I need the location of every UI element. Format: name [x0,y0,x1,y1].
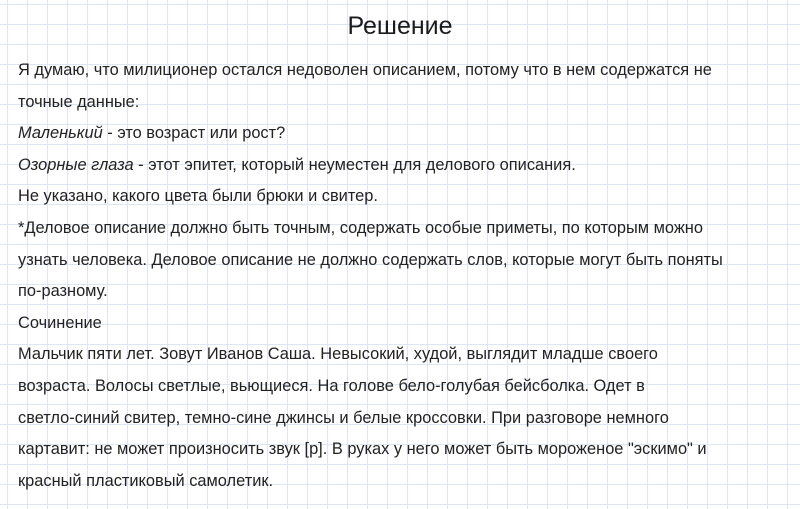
section-heading: Сочинение [18,313,102,332]
text-line: точные данные: [18,92,140,111]
text-line: Я думаю, что милиционер остался недоволен описанием, потому что в нем содержатся не [18,61,712,79]
text-line: картавит: не может произносить звук [р]. В руках у него может быть мороженое "эскимо" и [18,440,707,459]
text-line [18,118,788,150]
text-line: возраста. Волосы светлые, вьющиеся. На голове бело-голубая бейсболка. Одет в [18,376,645,395]
solution-text [18,55,788,497]
text-line: Не указано, какого цвета были брюки и свитер. [18,187,378,206]
term-explanation: - этот эпитет, который неуместен для делового описания. [133,155,576,174]
italic-term: Маленький [18,124,103,143]
text-line [18,150,788,182]
page-title: Решение [347,12,453,40]
text-line: Мальчик пяти лет. Зовут Иванов Саша. Невысокий, худой, выглядит младше своего [18,345,658,364]
term-explanation: - это возраст или рост? [102,124,286,143]
text-line: красный пластиковый самолетик. [18,471,274,490]
italic-term: Озорные глаза [18,155,134,174]
text-line: узнать человека. Деловое описание не должно содержать слов, которые могут быть поняты [18,250,723,269]
text-line: светло-синий свитер, темно-сине джинсы и белые кроссовки. При разговоре немного [18,408,669,427]
text-line: по-разному. [18,282,108,301]
text-line: *Деловое описание должно быть точным, содержать особые приметы, по которым можно [18,218,703,237]
